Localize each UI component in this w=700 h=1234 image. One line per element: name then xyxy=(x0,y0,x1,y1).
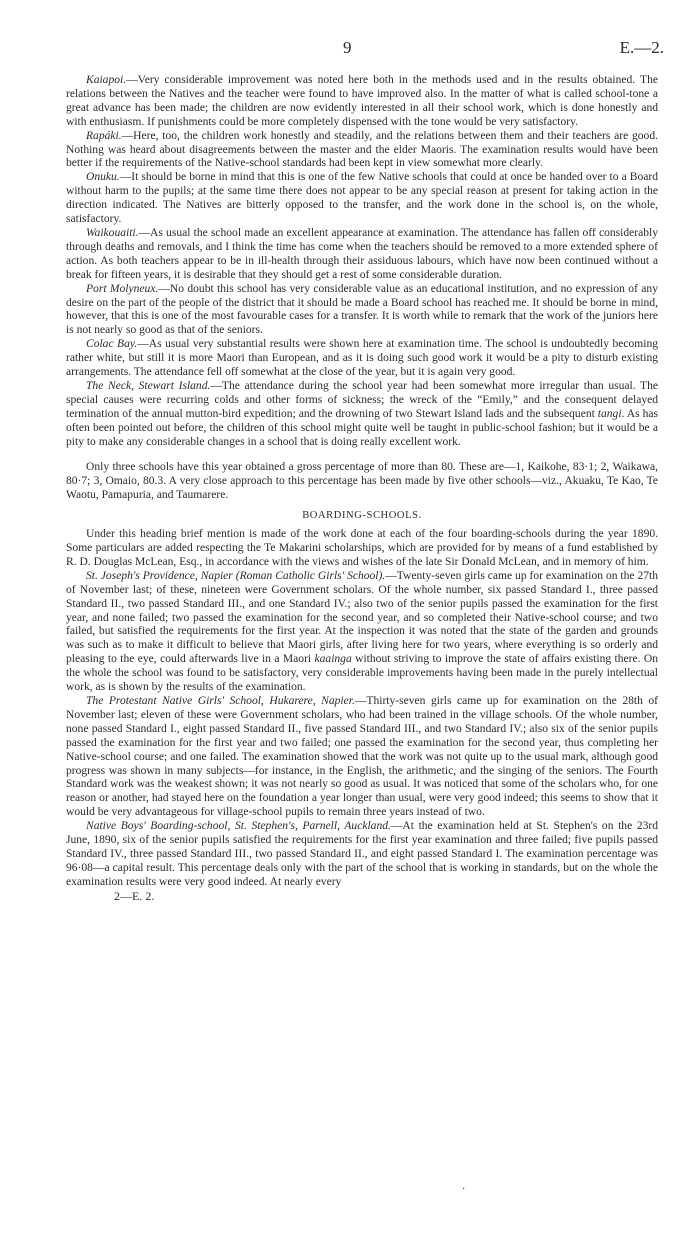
paragraph-st-stephens xyxy=(66,820,658,890)
signature-mark: 2—E. 2. xyxy=(114,888,155,903)
school-name: Rapáki. xyxy=(86,129,122,142)
school-name: Waikouaiti. xyxy=(86,226,139,239)
italic-term: kaainga xyxy=(314,653,352,666)
paragraph-text: —Twenty-seven girls came up for examination on the 27th of November last; of these, nineteen were Government scholars. Of the whole number, six passed Standard I., three passed Standard II., two passed Standard III., and one Standard IV.; also two of the senior pupils passed the examination for the first year, and none failed; two passed the examination for the second year, and so completed their Native-school course; and two failed, but satisfied the requirements for the first year. At the inspection it was noted that the state of the garden and grounds was such as to make it difficult to believe that Maori girls, after living here for two years, where everything is so orderly and pleasing to the eye, could afterwards live in a Maori xyxy=(66,569,658,666)
stray-mark: · xyxy=(462,1184,466,1195)
document-reference: E.—2. xyxy=(619,38,664,57)
page-number: 9 xyxy=(343,38,352,57)
paragraph-text: —As usual the school made an excellent appearance at examination. The attendance has fallen off considerably through deaths and removals, and I think the time has come when the teachers should be removed to a more extended sphere of action. As both teachers appear to be in ill-health through their assiduous labours, which have now been continued without a break for fifteen years, it is desirable that they should get a rest of some considerable duration. xyxy=(66,226,658,281)
paragraph-summary: Only three schools have this year obtained a gross percentage of more than 80. These are—1, Kaikohe, 83·1; 2, Waikawa, 80·7; 3, Omaio, 80.3. A very close approach to this percentage has been made by five other schools—viz., Akuaku, Te Kao, Te Waotu, Pamapuria, and Taumarere. xyxy=(66,461,658,502)
school-name: Colac Bay. xyxy=(86,338,138,351)
paragraph-colac-bay xyxy=(66,338,658,380)
paragraph-the-neck xyxy=(66,380,658,450)
school-name: Native Boys' Boarding-school, St. Stephen's, Parnell, Auckland. xyxy=(86,820,391,833)
paragraph-boarding-intro: Under this heading brief mention is made of the work done at each of the four boarding-schools during the year 1890. Some particulars are added respecting the Te Makarini scholarships, which are provided for by means of a fund established by R. D. Douglas McLean, Esq., in accordance with the views and wishes of the late Sir Donald McLean, and in memory of him. xyxy=(66,528,658,568)
section-heading: BOARDING-SCHOOLS. xyxy=(302,510,422,522)
school-name: The Protestant Native Girls' School, Hukarere, Napier. xyxy=(86,694,355,707)
paragraph-waikouaiti xyxy=(66,227,658,283)
school-name: Port Molyneux. xyxy=(86,282,159,295)
paragraph-rapaki xyxy=(66,130,658,172)
italic-term: tangi xyxy=(597,407,622,420)
school-name: The Neck, Stewart Island. xyxy=(86,379,211,392)
paragraph-text: —As usual very substantial results were shown here at examination time. The school is undoubtedly becoming rather white, but still it is more Maori than European, and as it is doing such good work it would be a pity to disturb existing arrangements. The attendance fell off somewhat at the close of the year, but it is again very good. xyxy=(66,338,658,379)
paragraph-text: —Thirty-seven girls came up for examination on the 28th of November last; eleven of these were Government scholars, who had been trained in the village schools. Of the whole number, none passed Standard I., eight passed Standard II., five passed Standard III., and two Standard IV.; also six of the senior pupils passed the examination for the first year and two failed; one passed the examination for the second year, thus completing her Native-school course; and one failed. The examination showed that the work was not quite up to the usual mark, although good progress was shown in many subjects—for instance, in the English, the arithmetic, and the singing of the seniors. The Fourth Standard work was the weakest shown; it was not nearly so good as usual. It was noticed that some of the scholars who, for one reason or another, had stayed here on the foundation a year longer than usual, were very good indeed; this seems to show that it would be very advantageous for village-school pupils to remain three years instead of two. xyxy=(66,694,659,819)
paragraph-text-tail: without striving to improve the state of affairs existing there. On the whole the school was found to be satisfactory, very considerable improvements having been made in the purely intellectual work, as is shown by the results of the examination. xyxy=(66,653,658,694)
paragraph-kaiapoi xyxy=(66,74,658,130)
paragraph-text: —It should be borne in mind that this is one of the few Native schools that could at once be handed over to a Board without harm to the pupils; at the same time there does not appear to be any special reason at present for taking action in the direction indicated. The Natives are bitterly opposed to the transfer, and the work done in the school is, on the whole, satisfactory. xyxy=(66,171,658,226)
paragraph-text: —At the examination held at St. Stephen's on the 23rd June, 1890, six of the senior pupils satisfied the requirements for the first year examination and three failed; five pupils passed Standard IV., three passed Standard III., two passed Standard II., and eight passed Standard I. The examination percentage was 96·08—a capital result. This percentage deals only with the part of the school that is working in standards, but on the whole the examination results were very good indeed. At nearly every xyxy=(66,820,658,888)
paragraph-text: —No doubt this school has very considerable value as an educational institution, and no expression of any desire on the part of the people of the district that it should be made a Board school has reached me. It should be borne in mind, however, that this is one of the most favourable cases for a transfer. It is worth while to remark that the work of the juniors here is not nearly so good as that of the seniors. xyxy=(66,282,658,337)
school-name: St. Joseph's Providence, Napier (Roman Catholic Girls' School). xyxy=(86,569,386,582)
paragraph-onuku xyxy=(66,171,658,227)
paragraph-st-josephs xyxy=(66,570,658,695)
school-name: Onuku. xyxy=(86,171,120,184)
paragraph-text: —Here, too, the children work honestly and steadily, and the relations between them and their teachers are good. Nothing was heard about disagreements between the master and the elder Maoris. The examination results would have been better if the requirements of the Native-school standards had been kept in view somewhat more clearly. xyxy=(66,129,658,170)
paragraph-hukarere xyxy=(66,695,658,820)
school-name: Kaiapoi. xyxy=(86,74,127,86)
document-body xyxy=(66,74,658,904)
page-header xyxy=(0,38,700,60)
paragraph-text-tail: . As has often been pointed out before, the children of this school might quite well be taught in public-school fashion; but it would be a pity to make any considerable changes in a school that is doing really excellent work. xyxy=(66,407,658,448)
paragraph-text: —Very considerable improvement was noted here both in the methods used and in the results obtained. The relations between the Natives and the teacher were found to have improved also. In the matter of what is called school-tone a great advance has been made; the children are now evidently interested in all their school work, which is done honestly and with enthusiasm. If punishments could be more completely dispensed with the tone would be very satisfactory. xyxy=(66,74,658,128)
paragraph-port-molyneux xyxy=(66,283,658,339)
paragraph-text: —The attendance during the school year had been somewhat more irregular than usual. The special causes were recurring colds and other forms of sickness; the wreck of the “Emily,” and the consequent delayed termination of the annual mutton-bird expedition; and the drowning of two Stewart Island lads and the subsequent xyxy=(66,379,658,420)
